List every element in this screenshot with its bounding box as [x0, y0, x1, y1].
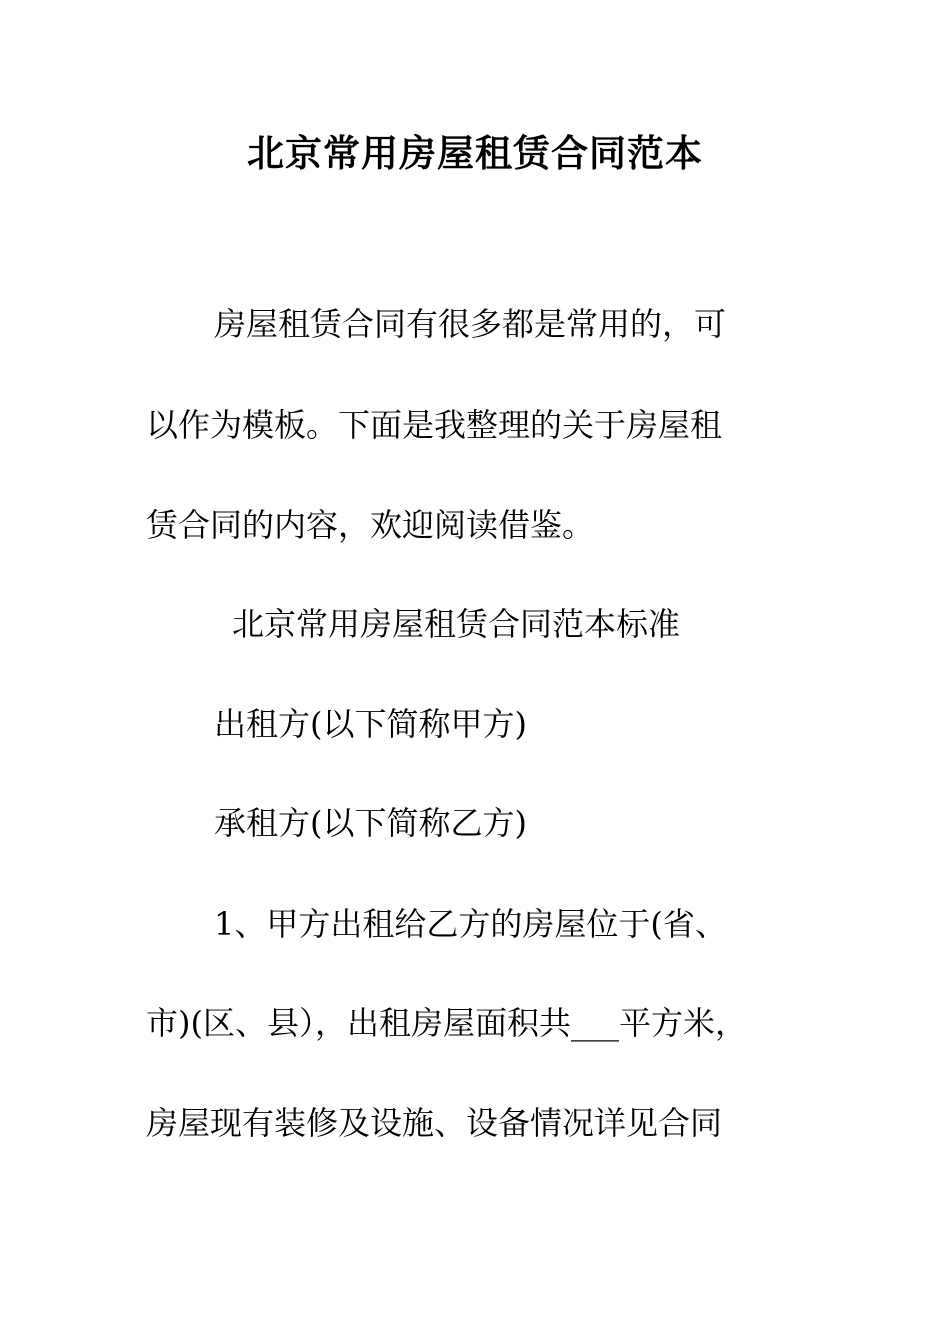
paragraph-line: 房屋租赁合同有很多都是常用的，可: [214, 305, 727, 343]
clause-line: 房屋现有装修及设施、设备情况详见合同: [146, 1104, 723, 1142]
paragraph-line: 赁合同的内容，欢迎阅读借鉴。: [146, 506, 595, 544]
party-lessor-line: 出租方(以下简称甲方): [214, 705, 527, 743]
clause-line: 1、甲方出租给乙方的房屋位于(省、: [214, 905, 727, 943]
paragraph-line: 以作为模板。下面是我整理的关于房屋租: [146, 406, 723, 444]
party-lessee-line: 承租方(以下简称乙方): [214, 804, 527, 842]
clause-line: 市)(区、县），出租房屋面积共___平方米，: [146, 1004, 747, 1042]
document-title: 北京常用房屋租赁合同范本: [247, 131, 703, 175]
section-heading: 北京常用房屋租赁合同范本标准: [232, 605, 681, 643]
